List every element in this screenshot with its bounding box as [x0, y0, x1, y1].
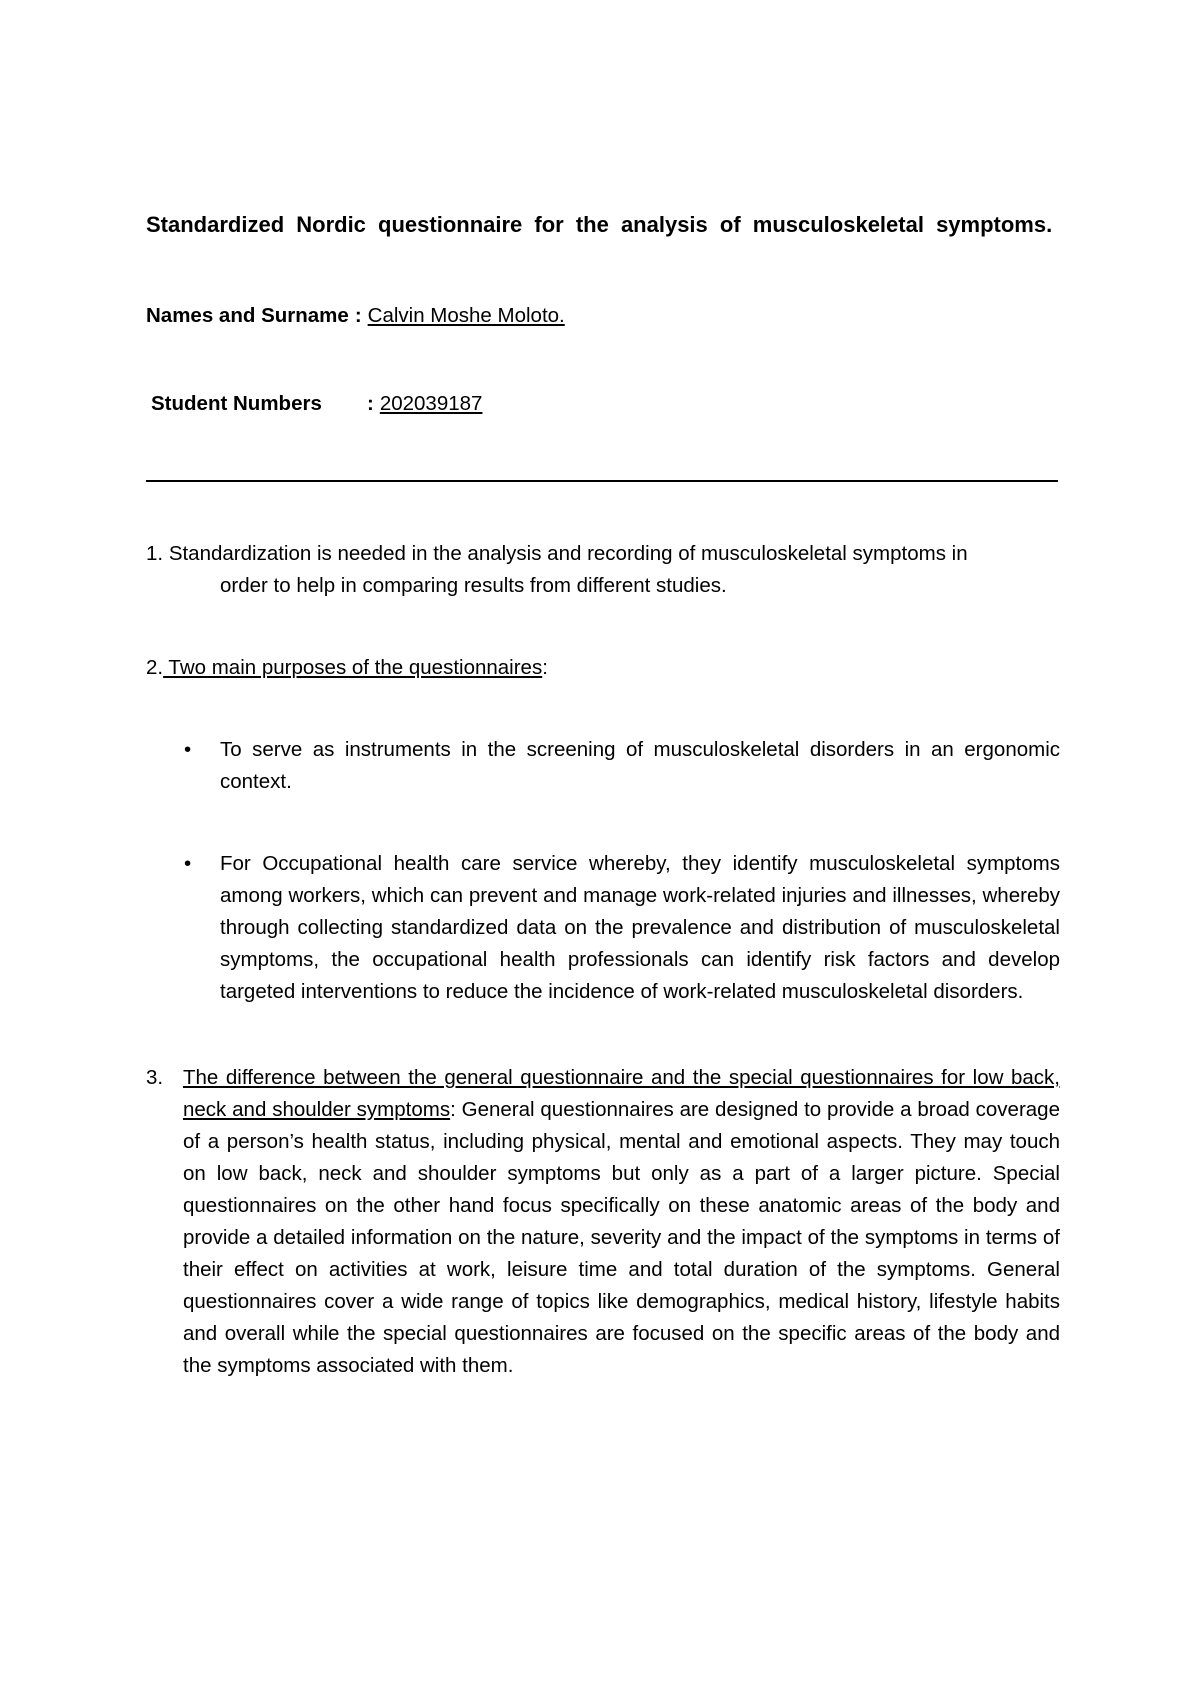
purpose-bullet-2 — [146, 848, 1060, 1008]
question-1-text-line-2: order to help in comparing results from different studies. — [220, 574, 727, 597]
name-value: Calvin Moshe Moloto. — [367, 304, 565, 327]
bullet-icon: • — [184, 852, 192, 875]
question-3-number: 3. — [146, 1066, 164, 1089]
purpose-bullet-2-text: For Occupational health care service whereby, they identify musculoskeletal symptoms among workers, which can prevent and manage work-related injuries and illnesses, whereby through collecting standardized data on the prevalence and distribution of musculoskeletal symptoms, the occupational health professionals can identify risk factors and develop targeted interventions to reduce the incidence of work-related musculoskeletal disorders. — [220, 852, 1060, 1003]
question-2 — [146, 652, 1060, 684]
purpose-bullet-1-text: To serve as instruments in the screening of musculoskeletal disorders in an ergonomic context. — [220, 738, 1060, 793]
question-1-text-line-1: Standardization is needed in the analysis and recording of musculoskeletal symptoms in — [168, 542, 968, 565]
question-2-colon: : — [542, 656, 548, 679]
document-content — [146, 208, 1060, 1382]
bullet-icon: • — [184, 738, 192, 761]
question-3 — [146, 1062, 1060, 1382]
purpose-bullet-1 — [146, 734, 1060, 798]
document-title: Standardized Nordic questionnaire for the analysis of musculoskeletal symptoms. — [146, 212, 1053, 237]
student-number-separator: : — [367, 392, 374, 415]
question-3-heading: The difference between the general questionnaire and the special questionnaires for low back, neck and shoulder symptoms — [183, 1066, 1060, 1121]
question-3-text: : General questionnaires are designed to provide a broad coverage of a person’s health status, including physical, mental and emotional aspects. They may touch on low back, neck and shoulder symptoms but only as a part of a larger picture. Special questionnaires on the other hand focus specifically on these anatomic areas of the body and provide a detailed information on the nature, severity and the impact of the symptoms in terms of their effect on activities at work, leisure time and total duration of the symptoms. General questionnaires cover a wide range of topics like demographics, medical history, lifestyle habits and overall while the special questionnaires are focused on the specific areas of the body and the symptoms associated with them. — [183, 1098, 1060, 1377]
name-field — [146, 300, 1060, 332]
student-number-label: Student Numbers — [151, 392, 322, 415]
question-1-number: 1. — [146, 542, 164, 565]
name-separator: : — [354, 304, 362, 327]
question-2-heading: Two main purposes of the questionnaires — [163, 656, 543, 679]
question-1 — [146, 538, 1060, 602]
name-label: Names and Surname — [146, 304, 349, 327]
student-number-field — [146, 388, 1060, 420]
horizontal-divider — [146, 480, 1058, 482]
student-number-value: 202039187 — [379, 392, 483, 415]
question-2-number: 2. — [146, 656, 164, 679]
